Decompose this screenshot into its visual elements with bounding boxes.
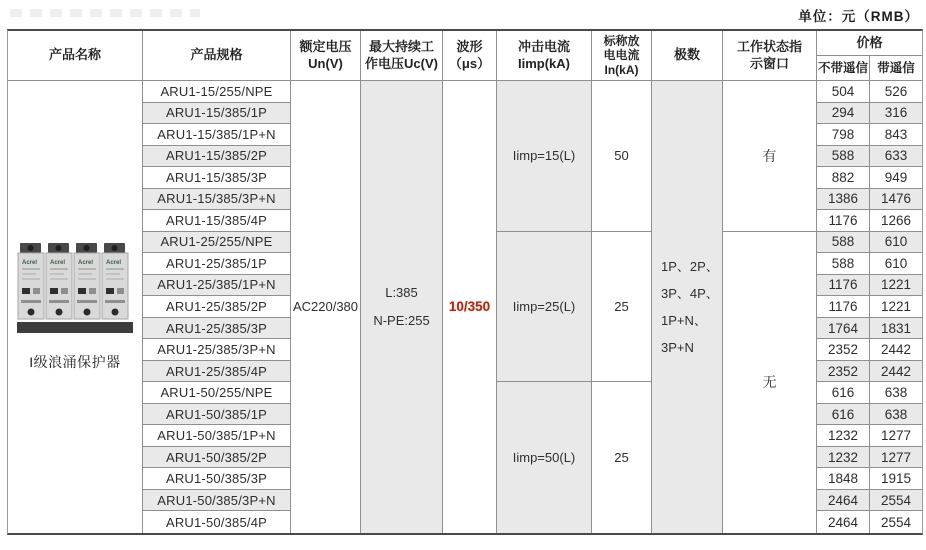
spec-cell: ARU1-25/385/1P	[143, 253, 291, 275]
nominal-current-cell: 25	[592, 382, 652, 533]
header-rated-voltage: 额定电压 Un(V)	[291, 31, 361, 80]
header-price: 价格	[817, 31, 922, 56]
scan-artifact	[10, 9, 200, 17]
price-without-remote-cell: 798	[817, 124, 870, 146]
indicator-window-cell: 有	[723, 81, 817, 232]
spec-cell: ARU1-15/385/3P+N	[143, 189, 291, 211]
price-without-remote-cell: 2464	[817, 490, 870, 512]
svg-text:Acrel: Acrel	[78, 259, 94, 266]
price-with-remote-cell: 638	[870, 404, 922, 426]
price-with-remote-cell: 1277	[870, 447, 922, 469]
price-without-remote-cell: 1176	[817, 296, 870, 318]
poles-cell: 1P、2P、 3P、4P、 1P+N、 3P+N	[652, 81, 723, 533]
impulse-current-cell: Iimp=50(L)	[497, 382, 592, 533]
price-with-remote-cell: 316	[870, 103, 922, 125]
price-without-remote-cell: 1386	[817, 189, 870, 211]
spec-cell: ARU1-50/385/1P	[143, 404, 291, 426]
spec-cell: ARU1-15/385/1P	[143, 103, 291, 125]
price-without-remote-cell: 294	[817, 103, 870, 125]
spec-cell: ARU1-15/385/1P+N	[143, 124, 291, 146]
price-without-remote-cell: 1176	[817, 275, 870, 297]
price-with-remote-cell: 1221	[870, 296, 922, 318]
price-with-remote-cell: 843	[870, 124, 922, 146]
header-waveform: 波形 （μs）	[443, 31, 497, 80]
price-without-remote-cell: 504	[817, 81, 870, 103]
price-with-remote-cell: 2442	[870, 339, 922, 361]
price-without-remote-cell: 1764	[817, 318, 870, 340]
impulse-current-cell: Iimp=15(L)	[497, 81, 592, 232]
price-with-remote-cell: 949	[870, 167, 922, 189]
price-with-remote-cell: 1915	[870, 468, 922, 490]
price-with-remote-cell: 1476	[870, 189, 922, 211]
header-product-spec: 产品规格	[143, 31, 291, 80]
spec-cell: ARU1-15/385/4P	[143, 210, 291, 232]
price-without-remote-cell: 588	[817, 232, 870, 254]
price-with-remote-cell: 1277	[870, 425, 922, 447]
spec-cell: ARU1-50/255/NPE	[143, 382, 291, 404]
product-name-label: I级浪涌保护器	[29, 353, 121, 370]
spec-cell: ARU1-25/385/3P+N	[143, 339, 291, 361]
spec-cell: ARU1-50/385/3P+N	[143, 490, 291, 512]
svg-text:Acrel: Acrel	[22, 259, 38, 266]
price-without-remote-cell: 882	[817, 167, 870, 189]
spec-cell: ARU1-50/385/3P	[143, 468, 291, 490]
rated-voltage-cell: AC220/380	[291, 81, 361, 533]
price-with-remote-cell: 2554	[870, 490, 922, 512]
impulse-current-cell: Iimp=25(L)	[497, 232, 592, 383]
unit-label: 单位：元（RMB）	[798, 9, 919, 24]
price-without-remote-cell: 1848	[817, 468, 870, 490]
svg-text:Acrel: Acrel	[50, 259, 66, 266]
price-with-remote-cell: 633	[870, 146, 922, 168]
table-header-row	[8, 31, 922, 81]
header-nominal-current: 标称放 电电流 In(kA)	[592, 31, 652, 80]
svg-text:Acrel: Acrel	[106, 259, 122, 266]
price-with-remote-cell: 2442	[870, 361, 922, 383]
spec-cell: ARU1-25/385/4P	[143, 361, 291, 383]
price-without-remote-cell: 616	[817, 382, 870, 404]
price-with-remote-cell: 610	[870, 253, 922, 275]
price-without-remote-cell: 588	[817, 253, 870, 275]
header-price-with-remote: 带遥信	[877, 60, 915, 75]
nominal-current-cell: 50	[592, 81, 652, 232]
spec-cell: ARU1-25/385/2P	[143, 296, 291, 318]
price-with-remote-cell: 1831	[870, 318, 922, 340]
price-without-remote-cell: 2464	[817, 511, 870, 533]
header-product-name: 产品名称	[8, 31, 143, 80]
header-price-without-remote: 不带遥信	[817, 56, 870, 80]
waveform-cell: 10/350	[443, 81, 497, 533]
price-with-remote-cell: 638	[870, 382, 922, 404]
header-max-voltage: 最大持续工 作电压Uc(V)	[361, 31, 443, 80]
price-with-remote-cell: 1221	[870, 275, 922, 297]
spec-cell: ARU1-15/385/2P	[143, 146, 291, 168]
price-without-remote-cell: 616	[817, 404, 870, 426]
nominal-current-cell: 25	[592, 232, 652, 383]
price-with-remote-cell: 610	[870, 232, 922, 254]
spec-price-table	[7, 29, 923, 535]
spec-cell: ARU1-15/385/3P	[143, 167, 291, 189]
price-without-remote-cell: 588	[817, 146, 870, 168]
spec-cell: ARU1-50/385/2P	[143, 447, 291, 469]
spec-cell: ARU1-25/385/1P+N	[143, 275, 291, 297]
price-with-remote-cell: 2554	[870, 511, 922, 533]
table-body	[8, 81, 922, 533]
product-photo	[15, 242, 135, 338]
indicator-window-cell: 无	[723, 232, 817, 533]
price-without-remote-cell: 1176	[817, 210, 870, 232]
price-without-remote-cell: 2352	[817, 361, 870, 383]
spec-cell: ARU1-50/385/4P	[143, 511, 291, 533]
header-indicator-window: 工作状态指 示窗口	[723, 31, 817, 80]
price-without-remote-cell: 2352	[817, 339, 870, 361]
max-voltage-cell: L:385 N-PE:255	[361, 81, 443, 533]
header-poles: 极数	[652, 31, 723, 80]
price-without-remote-cell: 1232	[817, 425, 870, 447]
price-with-remote-cell: 1266	[870, 210, 922, 232]
header-impulse-current: 冲击电流 Iimp(kA)	[497, 31, 592, 80]
spec-cell: ARU1-15/255/NPE	[143, 81, 291, 103]
product-name-cell	[8, 81, 143, 533]
spec-cell: ARU1-25/385/3P	[143, 318, 291, 340]
price-with-remote-cell: 526	[870, 81, 922, 103]
spec-cell: ARU1-50/385/1P+N	[143, 425, 291, 447]
price-without-remote-cell: 1232	[817, 447, 870, 469]
spec-cell: ARU1-25/255/NPE	[143, 232, 291, 254]
